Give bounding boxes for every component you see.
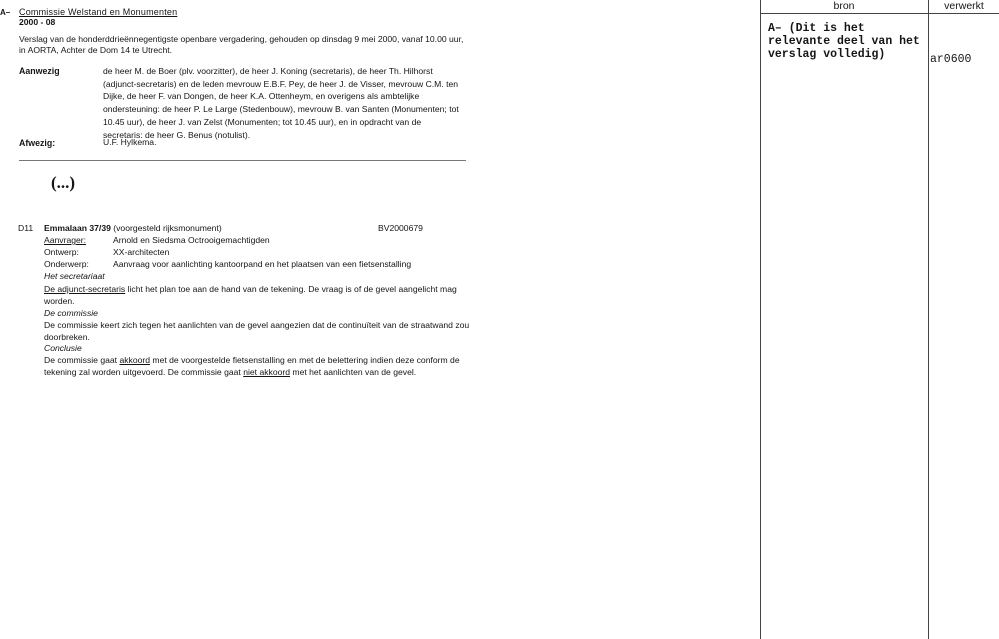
omission-marker: (...) <box>51 173 76 192</box>
item-subject <box>44 223 222 233</box>
report-number: 2000 - 08 <box>19 17 56 27</box>
field-label-onderwerp: Onderwerp: <box>44 259 89 269</box>
field-value-ontwerp: XX-architecten <box>113 247 170 257</box>
field-label-aanvrager: Aanvrager: <box>44 235 87 245</box>
akkoord-term: akkoord <box>119 355 151 365</box>
present-list: de heer M. de Boer (plv. voorzitter), de heer J. Koning (secretaris), de heer Th. Hilhorst (adjunct-secretaris) en de leden mevrouw E.B.F. Pey, de heer J. de Visser, mevrouw C.M. ten Dijke, de heer F. van Dongen, de heer K.A. Ottenheym, en overigens als ambtelijke ondersteuning: de heer P. Le Large (Stedenbouw), mevrouw B. van Santen (Monumenten; tot 10.45 uur), de heer J. van Zelst (Monumenten; tot 10.45 uur), en in opdracht van de secretaris: de heer G. Benus (notulist). <box>103 66 459 140</box>
separator-line <box>19 160 466 161</box>
column-header-verwerkt: verwerkt <box>944 0 984 12</box>
conclusie-heading: Conclusie <box>44 343 82 353</box>
niet-akkoord-term: niet akkoord <box>243 367 291 377</box>
field-value-aanvrager: Arnold en Siedsma Octrooigemachtigden <box>113 235 270 245</box>
bv-number: BV2000679 <box>378 223 423 233</box>
conclusie-part-1: De commissie gaat <box>44 355 120 365</box>
field-label-ontwerp: Ontwerp: <box>44 247 79 257</box>
item-subject-note: (voorgesteld rijksmonument) <box>110 223 222 233</box>
item-code: D11 <box>18 223 34 233</box>
secretariaat-heading: Het secretariaat <box>44 271 105 281</box>
reference-code: ar0600 <box>930 53 972 66</box>
item-address: Emmalaan 37/39 <box>44 223 111 233</box>
title-text: Commissie Welstand en Monumenten <box>19 7 178 17</box>
absent-label: Afwezig: <box>19 138 56 148</box>
present-label: Aanwezig <box>19 66 60 76</box>
column-divider-left <box>760 0 761 639</box>
secretariaat-body: licht het plan toe aan de hand van de tekening. De vraag is of de gevel aangelicht mag worden. <box>44 284 457 306</box>
column-header-bron: bron <box>833 0 855 12</box>
conclusie-part-3: met het aanlichten van de gevel. <box>290 367 417 377</box>
commissie-heading: De commissie <box>44 308 98 318</box>
conclusie-text <box>44 354 484 378</box>
secretariaat-text <box>44 283 484 307</box>
column-divider-right <box>928 0 929 639</box>
source-note: A– (Dit is het relevante deel van het verslag volledig) <box>768 22 920 61</box>
absent-list: U.F. Hylkema. <box>103 137 157 147</box>
field-value-onderwerp: Aanvraag voor aanlichting kantoorpand en het plaatsen van een fietsenstalling <box>113 259 412 269</box>
commissie-text: De commissie keert zich tegen het aanlichten van de gevel aangezien dat de continuïteit van de straatwand zou doorbreken. <box>44 320 470 342</box>
document-title <box>19 7 177 17</box>
intro-paragraph: Verslag van de honderddrieënnegentigste openbare vergadering, gehouden op dinsdag 9 mei 2000, vanaf 10.00 uur, in AORTA, Achter de Dom 14 te Utrecht. <box>19 34 464 55</box>
source-mark: A– <box>0 8 11 17</box>
column-header-rule <box>760 13 999 14</box>
secretariaat-lead: De adjunct-secretaris <box>44 284 126 294</box>
conclusie-part-2: met de voorgestelde fietsenstalling en met de belettering indien deze conform de tekening zal worden uitgevoerd. De commissie gaat <box>44 355 460 377</box>
